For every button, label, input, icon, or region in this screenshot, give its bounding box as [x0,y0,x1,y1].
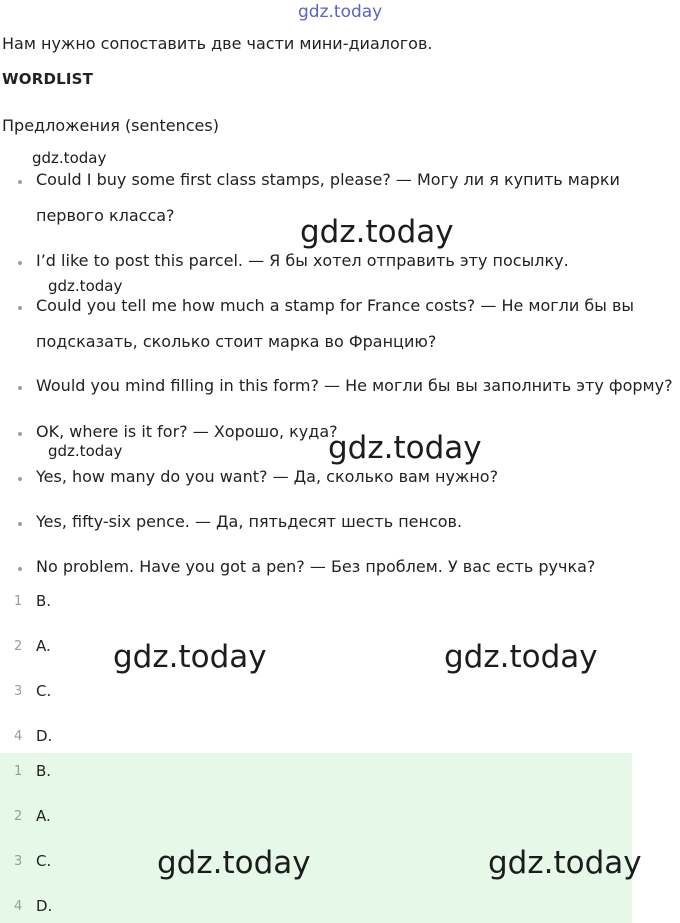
bullet-icon [18,567,22,571]
watermark: gdz.today [113,639,267,675]
answer-letter: D. [36,727,53,745]
answer-number: 2 [14,809,23,824]
answer-number: 1 [14,594,23,609]
sentence-line: I’d like to post this parcel. — Я бы хотел отправить эту посылку. [36,251,569,270]
bullet-icon [18,386,22,390]
bullet-icon [18,306,22,310]
sentence-line: Yes, fifty-six pence. — Да, пятьдесят шесть пенсов. [36,512,463,531]
watermark: gdz.today [488,845,642,881]
watermark: gdz.today [444,639,598,675]
answer-letter: D. [36,897,53,915]
bullet-icon [18,180,22,184]
watermark-top: gdz.today [298,2,383,22]
answer-number: 4 [14,729,23,744]
answer-number: 2 [14,639,23,654]
sentence-line: OK, where is it for? — Хорошо, куда? [36,422,338,441]
sentence-line: подсказать, сколько стоит марка во Францию? [36,332,437,351]
sentence-line: No problem. Have you got a pen? — Без проблем. У вас есть ручка? [36,557,596,576]
answer-letter: C. [36,682,52,700]
sentence-line: Would you mind filling in this form? — Не могли бы вы заполнить эту форму? [36,376,673,395]
answer-number: 3 [14,684,23,699]
sentence-line: Could you tell me how much a stamp for France costs? — Не могли бы вы [36,296,635,315]
answer-number: 3 [14,854,23,869]
answer-letter: A. [36,637,51,655]
sentences-heading: Предложения (sentences) [2,116,219,135]
highlighted-answer-block [0,753,632,923]
answer-number: 1 [14,764,23,779]
bullet-icon [18,432,22,436]
sentence-line: первого класса? [36,206,175,225]
bullet-icon [18,477,22,481]
answer-number: 4 [14,899,23,914]
answer-letter: B. [36,762,52,780]
answer-letter: B. [36,592,52,610]
sentence-line: Yes, how many do you want? — Да, сколько вам нужно? [36,467,499,486]
wordlist-heading: WORDLIST [2,70,94,88]
watermark: gdz.today [328,430,482,466]
bullet-icon [18,522,22,526]
watermark: gdz.today [48,277,123,295]
answer-letter: C. [36,852,52,870]
watermark: gdz.today [32,149,107,167]
sentence-line: Could I buy some first class stamps, please? — Могу ли я купить марки [36,170,620,189]
bullet-icon [18,261,22,265]
intro-text: Нам нужно сопоставить две части мини-диалогов. [2,34,433,53]
answer-letter: A. [36,807,51,825]
watermark: gdz.today [48,442,123,460]
watermark: gdz.today [157,845,311,881]
watermark: gdz.today [300,214,454,250]
